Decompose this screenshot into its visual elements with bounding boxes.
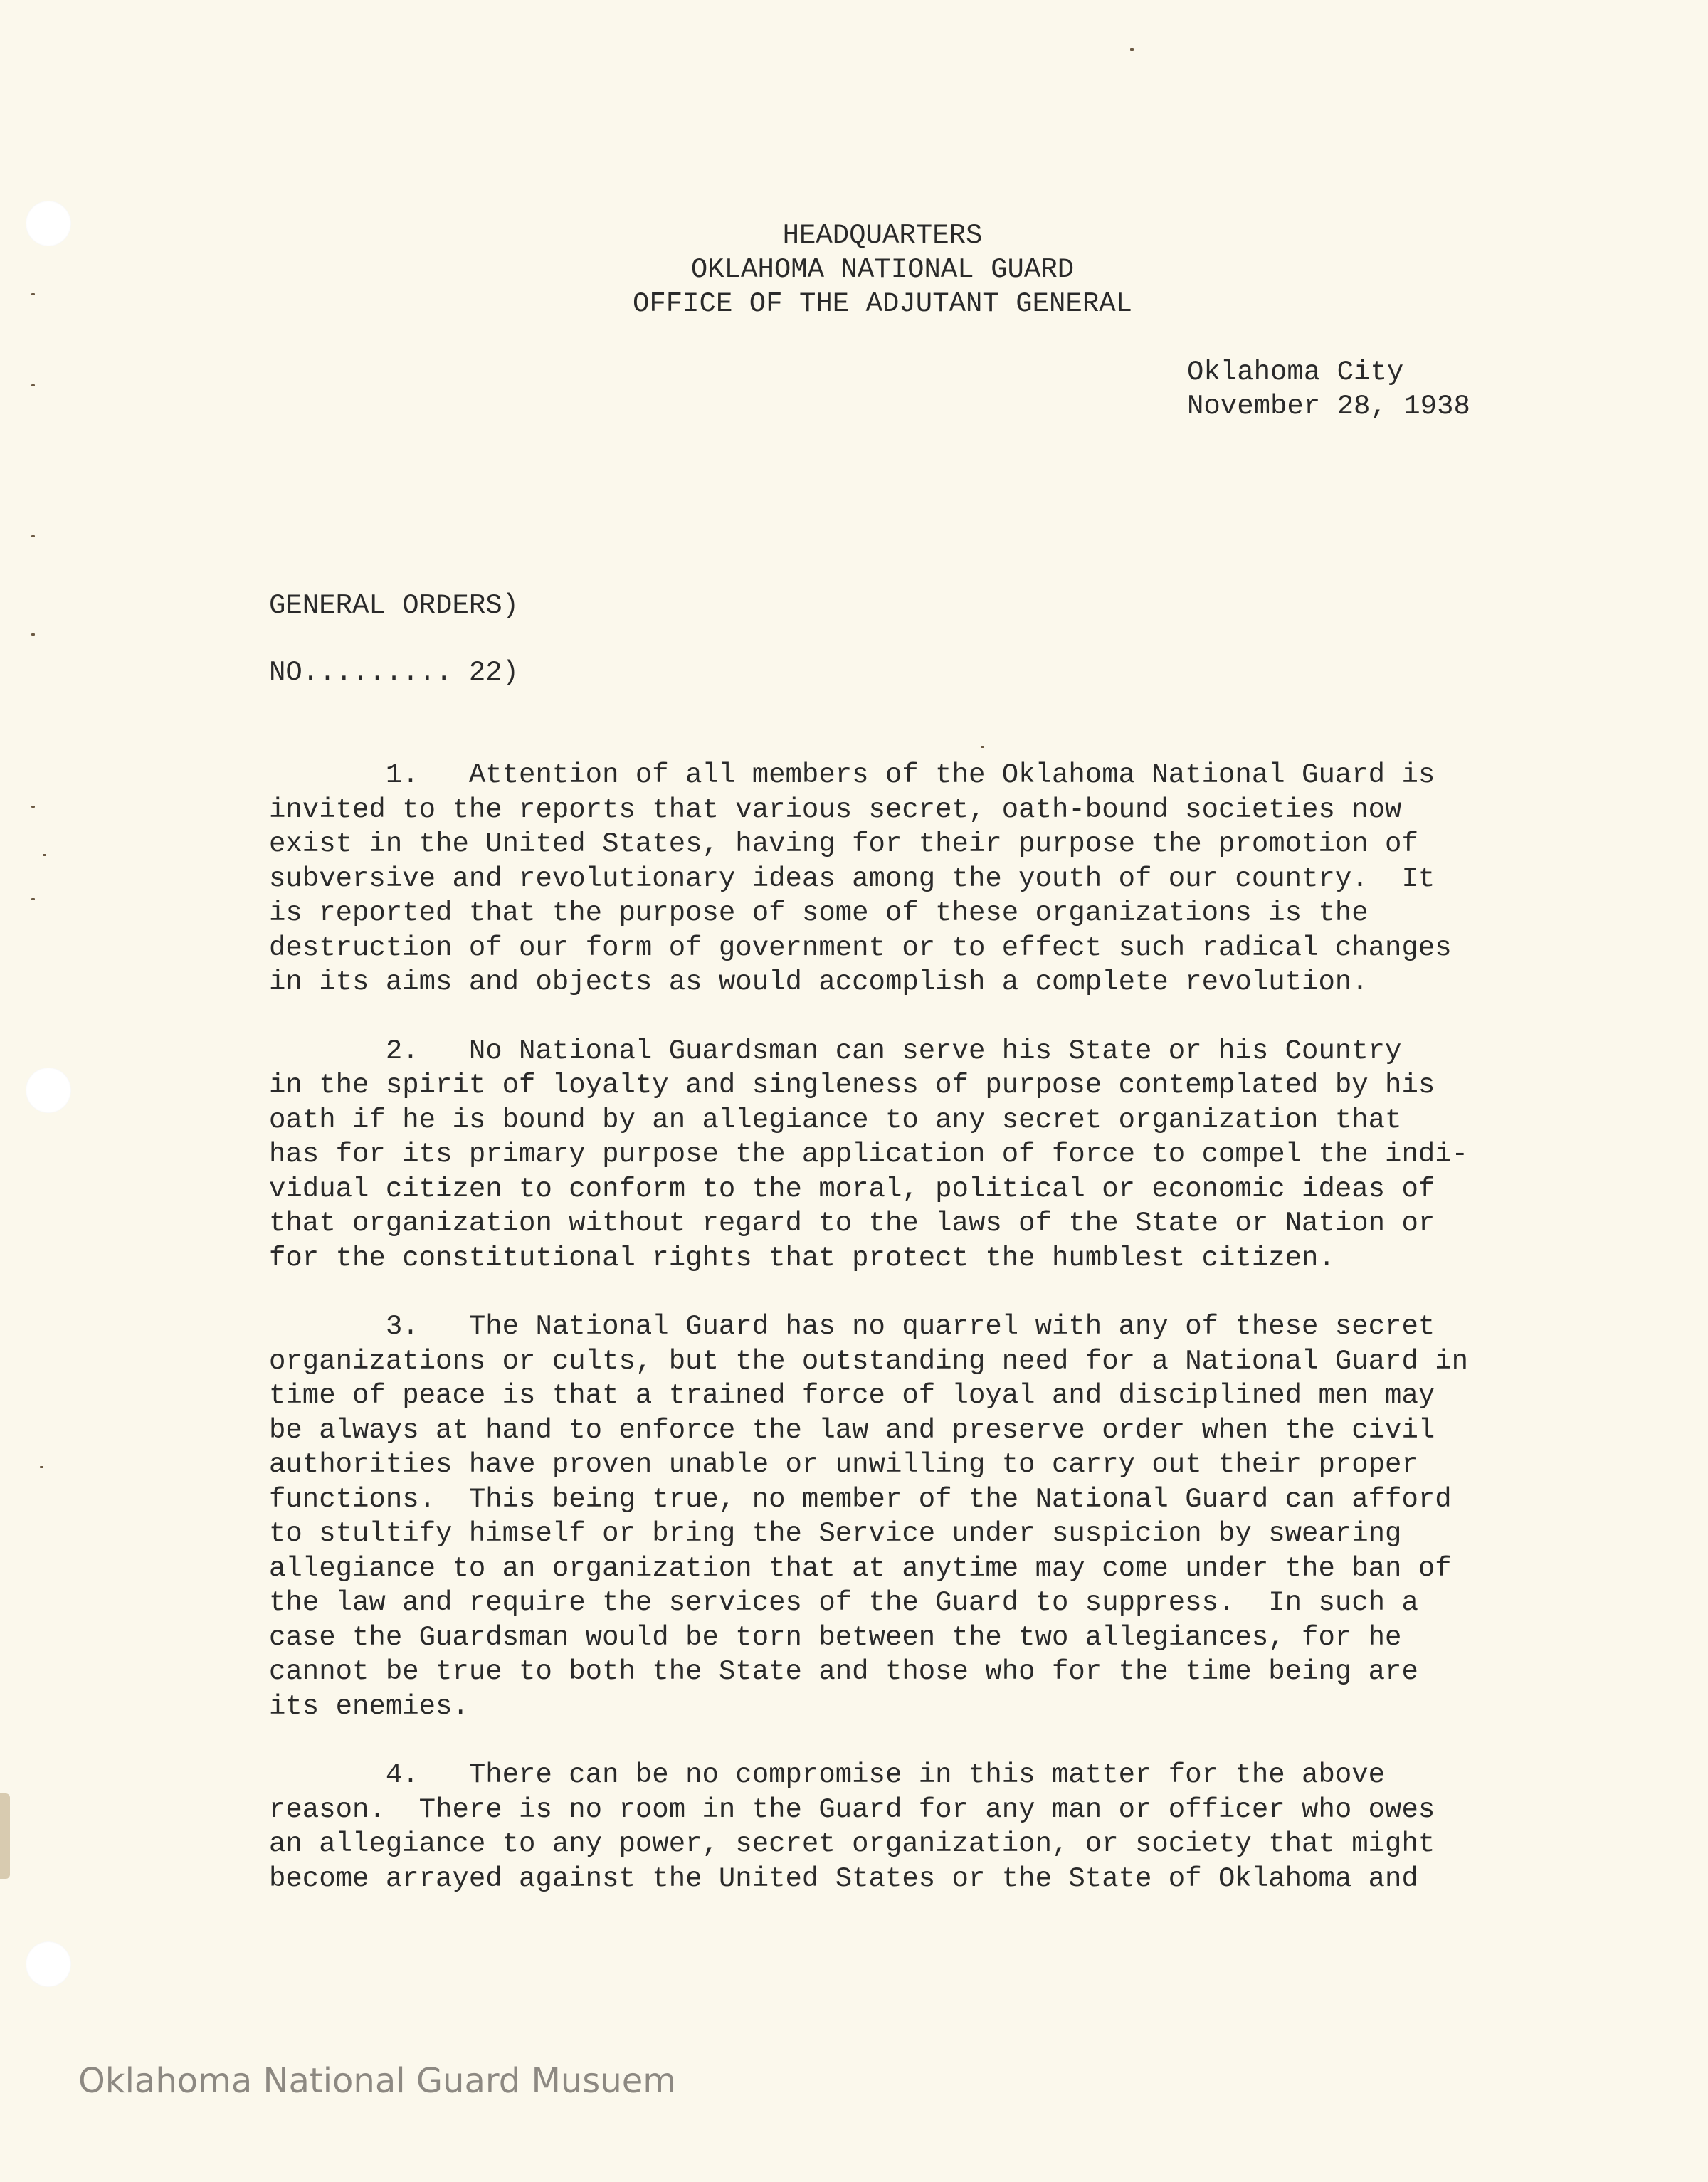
text-line: 1. Attention of all members of the Oklahoma National Guard is — [269, 759, 1435, 791]
text-line: authorities have proven unable or unwilling to carry out their proper — [269, 1449, 1418, 1480]
text-line: for the constitutional rights that protect the humblest citizen. — [269, 1242, 1335, 1274]
general-orders-label: GENERAL ORDERS) — [269, 590, 520, 621]
place-date-block — [1187, 355, 1470, 423]
text-line: vidual citizen to conform to the moral, political or economic ideas of — [269, 1173, 1435, 1205]
binder-hole-middle — [26, 1068, 71, 1113]
text-line: an allegiance to any power, secret organization, or society that might — [269, 1828, 1435, 1860]
place: Oklahoma City — [1187, 357, 1404, 388]
text-line: in the spirit of loyalty and singleness of purpose contemplated by his — [269, 1070, 1435, 1101]
text-line: 2. No National Guardsman can serve his State or his Country — [269, 1035, 1402, 1067]
text-line: its enemies. — [269, 1690, 469, 1722]
text-line: the law and require the services of the Guard to suppress. In such a — [269, 1587, 1418, 1618]
binder-hole-bottom — [26, 1941, 71, 1987]
text-line: exist in the United States, having for their purpose the promotion of — [269, 828, 1418, 860]
paragraph-1 — [269, 758, 1500, 1000]
paper-edge-stain — [0, 1793, 10, 1879]
letterhead-line-2: OKLAHOMA NATIONAL GUARD — [690, 254, 1075, 285]
text-line: has for its primary purpose the application of force to compel the indi- — [269, 1139, 1469, 1170]
paragraph-4 — [269, 1758, 1500, 1896]
text-line: functions. This being true, no member of the National Guard can afford — [269, 1483, 1452, 1515]
text-line: destruction of our form of government or to effect such radical changes — [269, 932, 1452, 964]
text-line: organizations or cults, but the outstanding need for a National Guard in — [269, 1345, 1469, 1377]
letterhead-line-3: OFFICE OF THE ADJUTANT GENERAL — [632, 288, 1133, 320]
paper-speck — [31, 806, 35, 808]
text-line: allegiance to an organization that at anytime may come under the ban of — [269, 1552, 1452, 1584]
paragraph-2 — [269, 1034, 1500, 1276]
text-line: be always at hand to enforce the law and preserve order when the civil — [269, 1414, 1435, 1446]
document-body — [269, 758, 1500, 1896]
text-line: time of peace is that a trained force of loyal and disciplined men may — [269, 1380, 1435, 1411]
text-line: in its aims and objects as would accomplish a complete revolution. — [269, 966, 1369, 998]
text-line: reason. There is no room in the Guard for any man or officer who owes — [269, 1793, 1435, 1825]
text-line: 3. The National Guard has no quarrel with any of these secret — [269, 1311, 1435, 1342]
text-line: to stultify himself or bring the Service under suspicion by swearing — [269, 1518, 1402, 1549]
text-line: is reported that the purpose of some of these organizations is the — [269, 897, 1369, 929]
text-line: invited to the reports that various secret, oath-bound societies now — [269, 794, 1402, 826]
paragraph-3 — [269, 1309, 1500, 1724]
general-orders-heading — [269, 589, 519, 690]
letterhead — [0, 218, 1708, 321]
date: November 28, 1938 — [1187, 391, 1470, 422]
paper-speck — [981, 746, 984, 748]
text-line: 4. There can be no compromise in this matter for the above — [269, 1759, 1386, 1791]
museum-watermark: Oklahoma National Guard Musuem — [78, 2061, 677, 2101]
text-line: cannot be true to both the State and those who for the time being are — [269, 1656, 1418, 1687]
order-number: NO......... 22) — [269, 657, 520, 688]
paper-speck — [40, 1466, 43, 1468]
paper-speck — [31, 633, 35, 636]
text-line: that organization without regard to the laws of the State or Nation or — [269, 1208, 1435, 1239]
text-line: become arrayed against the United States or the State of Oklahoma and — [269, 1862, 1418, 1894]
text-line: case the Guardsman would be torn between the two allegiances, for he — [269, 1621, 1402, 1653]
paper-speck — [31, 384, 35, 386]
paper-speck — [31, 898, 35, 900]
text-line: oath if he is bound by an allegiance to any secret organization that — [269, 1104, 1402, 1136]
paper-speck — [31, 535, 35, 537]
paper-speck — [1130, 48, 1134, 51]
paper-speck — [43, 854, 46, 856]
letterhead-line-1: HEADQUARTERS — [782, 220, 983, 251]
text-line: subversive and revolutionary ideas among the youth of our country. It — [269, 863, 1435, 895]
